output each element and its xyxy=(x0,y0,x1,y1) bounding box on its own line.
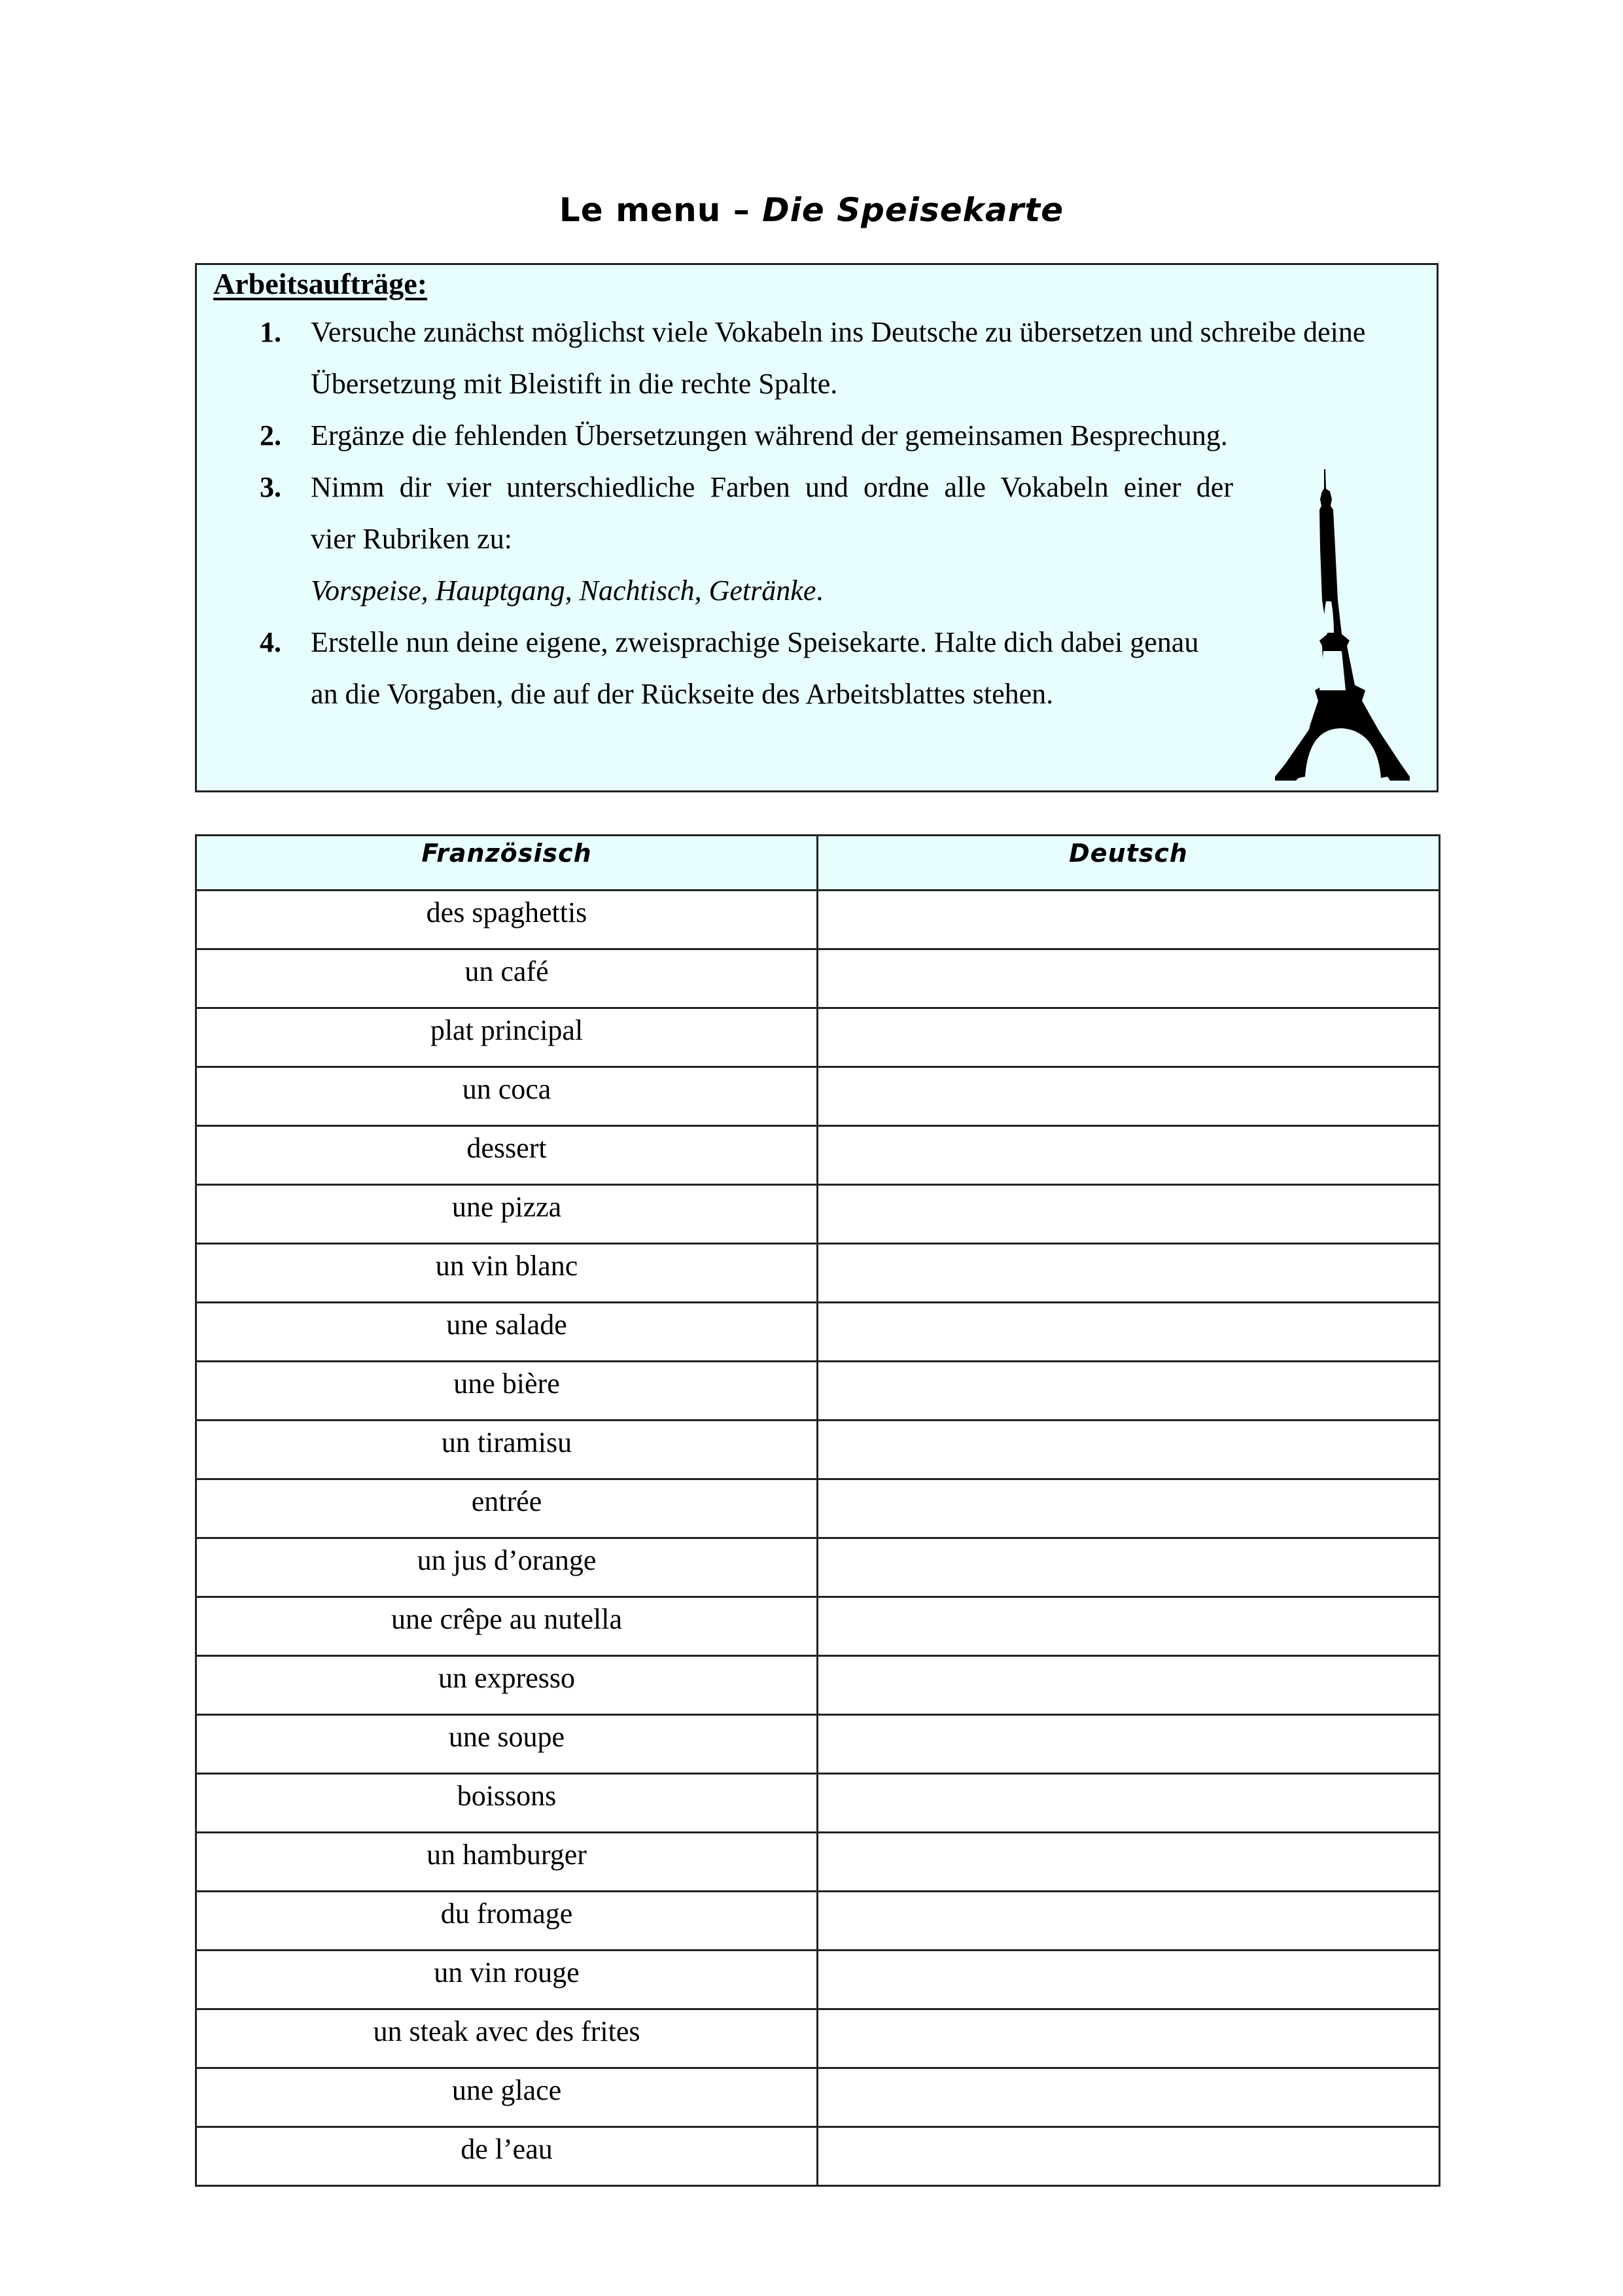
french-word: un coca xyxy=(196,1067,818,1126)
german-translation-field[interactable] xyxy=(818,1303,1440,1362)
french-word: boissons xyxy=(196,1774,818,1833)
table-row xyxy=(196,1892,1440,1951)
task-box xyxy=(195,263,1439,792)
french-word: une glace xyxy=(196,2068,818,2127)
german-translation-field[interactable] xyxy=(818,1538,1440,1597)
german-translation-field[interactable] xyxy=(818,1362,1440,1421)
table-row xyxy=(196,1303,1440,1362)
french-word: un hamburger xyxy=(196,1833,818,1892)
task-number-3: 3. xyxy=(260,471,281,503)
task-3-line-2: vier Rubriken zu: xyxy=(311,523,512,555)
french-word: une crêpe au nutella xyxy=(196,1597,818,1656)
french-word: de l’eau xyxy=(196,2127,818,2186)
table-header-row xyxy=(196,836,1440,891)
german-translation-field[interactable] xyxy=(818,1067,1440,1126)
page-title xyxy=(0,191,1623,229)
table-row xyxy=(196,949,1440,1008)
french-word: un steak avec des frites xyxy=(196,2009,818,2068)
table-row xyxy=(196,1715,1440,1774)
table-row xyxy=(196,2009,1440,2068)
german-translation-field[interactable] xyxy=(818,1597,1440,1656)
table-row xyxy=(196,2068,1440,2127)
german-translation-field[interactable] xyxy=(818,2009,1440,2068)
french-word: un expresso xyxy=(196,1656,818,1715)
task-number-1: 1. xyxy=(260,316,281,348)
category-list: Vorspeise, Hauptgang, Nachtisch, Getränke xyxy=(311,574,816,607)
french-word: un tiramisu xyxy=(196,1421,818,1479)
french-word: une soupe xyxy=(196,1715,818,1774)
task-4-line-2: an die Vorgaben, die auf der Rückseite des Arbeitsblattes stehen. xyxy=(311,678,1054,710)
table-row xyxy=(196,1185,1440,1244)
german-translation-field[interactable] xyxy=(818,1774,1440,1833)
table-row xyxy=(196,1067,1440,1126)
table-row xyxy=(196,1421,1440,1479)
table-row xyxy=(196,1833,1440,1892)
german-translation-field[interactable] xyxy=(818,1833,1440,1892)
french-word: une bière xyxy=(196,1362,818,1421)
german-translation-field[interactable] xyxy=(818,1715,1440,1774)
french-word: une pizza xyxy=(196,1185,818,1244)
table-row xyxy=(196,1538,1440,1597)
french-word: du fromage xyxy=(196,1892,818,1951)
german-translation-field[interactable] xyxy=(818,1008,1440,1067)
german-translation-field[interactable] xyxy=(818,891,1440,949)
table-row xyxy=(196,1008,1440,1067)
table-row xyxy=(196,1597,1440,1656)
task-3-line-1: Nimm dir vier unterschiedliche Farben und ordne alle Vokabeln einer der xyxy=(311,471,1233,503)
table-row xyxy=(196,891,1440,949)
table-row xyxy=(196,1656,1440,1715)
french-word: un vin rouge xyxy=(196,1951,818,2009)
french-word: entrée xyxy=(196,1479,818,1538)
german-translation-field[interactable] xyxy=(818,1185,1440,1244)
table-row xyxy=(196,1126,1440,1185)
german-translation-field[interactable] xyxy=(818,1421,1440,1479)
table-row xyxy=(196,1951,1440,2009)
french-word: un jus d’orange xyxy=(196,1538,818,1597)
german-translation-field[interactable] xyxy=(818,1656,1440,1715)
german-translation-field[interactable] xyxy=(818,1951,1440,2009)
task-2-line-1: Ergänze die fehlenden Übersetzungen während der gemeinsamen Besprechung. xyxy=(311,419,1228,451)
task-number-4: 4. xyxy=(260,626,281,658)
french-word: des spaghettis xyxy=(196,891,818,949)
french-word: un café xyxy=(196,949,818,1008)
task-4-line-1: Erstelle nun deine eigene, zweisprachige Speisekarte. Halte dich dabei genau xyxy=(311,626,1199,658)
german-translation-field[interactable] xyxy=(818,1892,1440,1951)
vocab-table xyxy=(195,834,1440,2187)
german-translation-field[interactable] xyxy=(818,1244,1440,1303)
task-1-line-1: Versuche zunächst möglichst viele Vokabeln ins Deutsche zu übersetzen und schreibe deine xyxy=(311,316,1366,348)
table-row xyxy=(196,1774,1440,1833)
german-translation-field[interactable] xyxy=(818,1479,1440,1538)
french-word: une salade xyxy=(196,1303,818,1362)
task-1-line-2: Übersetzung mit Bleistift in die rechte Spalte. xyxy=(311,368,838,400)
eiffel-tower-icon xyxy=(1257,469,1429,782)
german-translation-field[interactable] xyxy=(818,2127,1440,2186)
french-word: un vin blanc xyxy=(196,1244,818,1303)
table-row xyxy=(196,2127,1440,2186)
category-list-period: . xyxy=(816,574,824,607)
french-word: plat principal xyxy=(196,1008,818,1067)
task-number-2: 2. xyxy=(260,419,281,451)
table-row xyxy=(196,1362,1440,1421)
task-heading: Arbeitsaufträge: xyxy=(213,267,428,300)
header-french: Französisch xyxy=(196,836,818,891)
french-word: dessert xyxy=(196,1126,818,1185)
title-german: Die Speisekarte xyxy=(762,191,1064,229)
task-3-line-3 xyxy=(311,574,823,607)
title-french: Le menu – xyxy=(559,191,763,229)
german-translation-field[interactable] xyxy=(818,2068,1440,2127)
table-row xyxy=(196,1244,1440,1303)
german-translation-field[interactable] xyxy=(818,949,1440,1008)
header-german: Deutsch xyxy=(818,836,1440,891)
german-translation-field[interactable] xyxy=(818,1126,1440,1185)
table-row xyxy=(196,1479,1440,1538)
